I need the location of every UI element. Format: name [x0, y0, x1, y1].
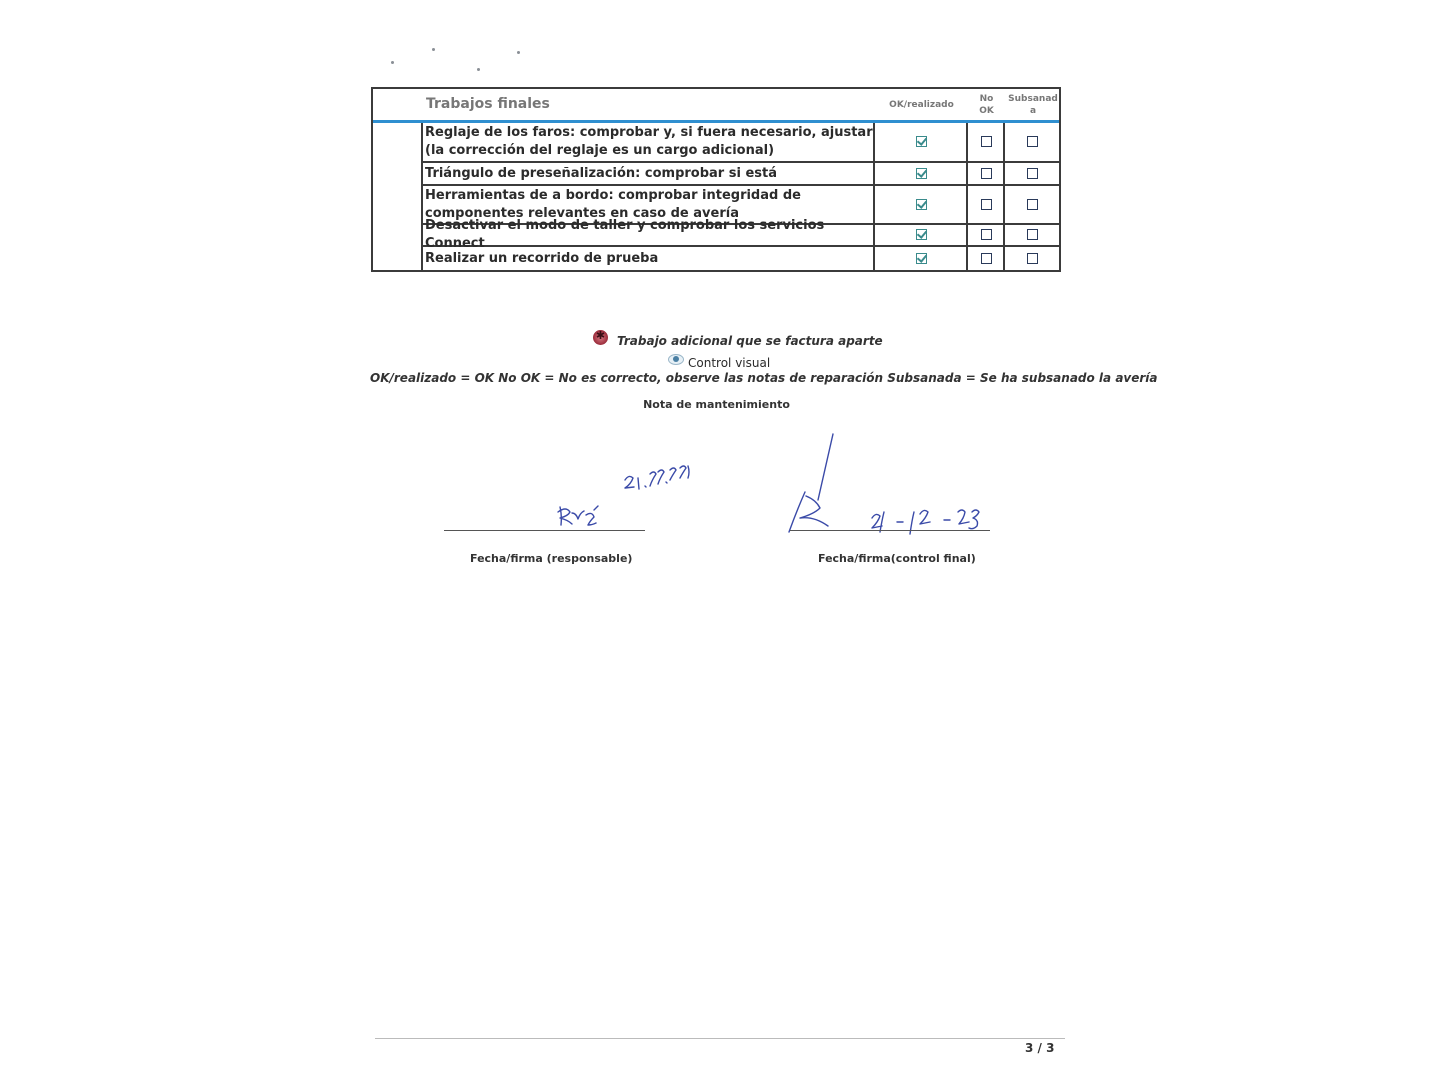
column-header-ok: OK/realizado	[889, 100, 954, 110]
signature-line-final-control	[790, 530, 990, 531]
table-title: Trabajos finales	[426, 96, 550, 112]
legend-visual-text: Control visual	[688, 356, 771, 370]
legend-definitions: OK/realizado = OK No OK = No es correcto, observe las notas de reparación Subsanada = Se ha subsanado la avería	[370, 371, 1158, 385]
row-label: Desactivar el modo de taller y comprobar los servicios Connect	[425, 218, 825, 251]
row-label: Triángulo de preseñalización: comprobar si está	[425, 165, 778, 181]
row-label: Reglaje de los faros: comprobar y, si fuera necesario, ajustar (la corrección del reglaje es un cargo adicional)	[425, 125, 873, 158]
column-header-subsanada: Subsanad a	[1008, 94, 1058, 116]
column-header-no-ok: No OK	[979, 94, 994, 116]
signature-label-final-control: Fecha/firma(control final)	[818, 552, 976, 565]
legend-additional-text: Trabajo adicional que se factura aparte	[617, 334, 883, 348]
row-label: Herramientas de a bordo: comprobar integridad de componentes relevantes en caso de avería	[425, 187, 801, 221]
signature-line-responsible	[444, 530, 645, 531]
signature-label-responsible: Fecha/firma (responsable)	[470, 552, 633, 565]
page-number: 3 / 3	[1025, 1041, 1055, 1055]
row-label: Realizar un recorrido de prueba	[425, 250, 659, 266]
footer-rule	[375, 1038, 1065, 1039]
maintenance-note-title: Nota de mantenimiento	[643, 398, 790, 411]
